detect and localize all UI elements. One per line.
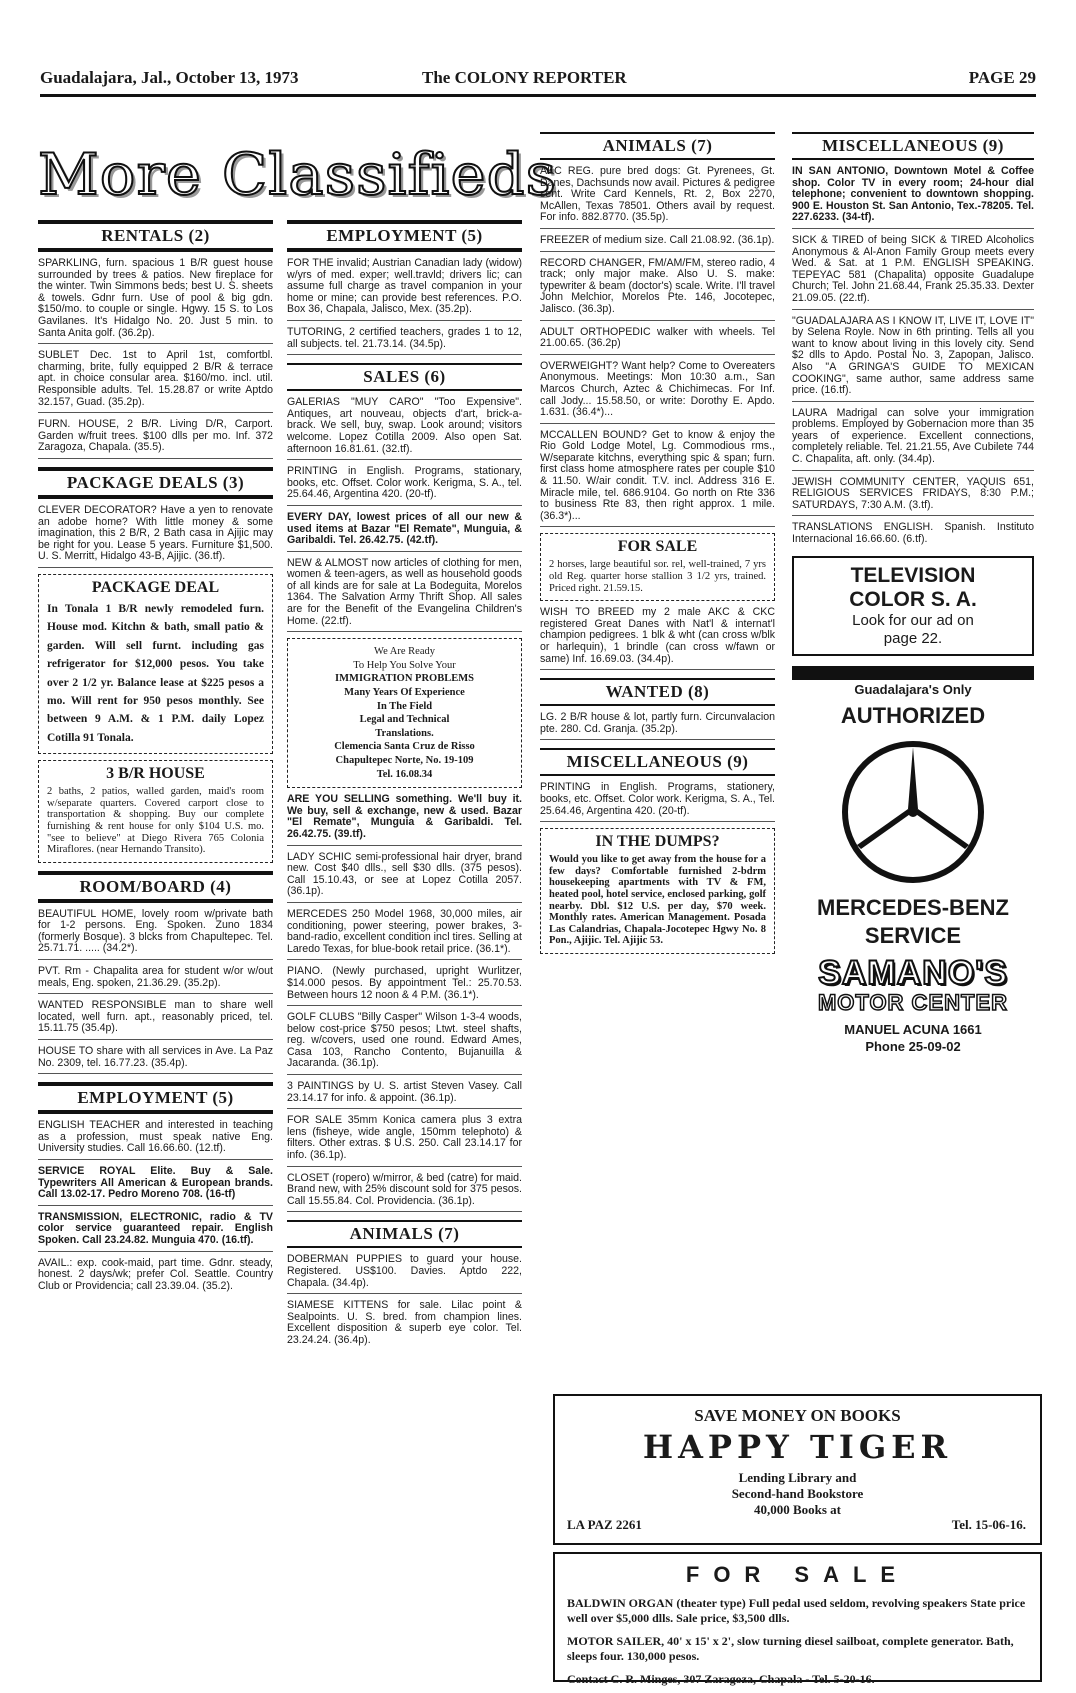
classified-ad: ENGLISH TEACHER and interested in teaching as a profession, must speak native Eng. University studies. Call 16.66.60. (12.tf). — [38, 1120, 273, 1160]
benz-tagline: Guadalajara's Only — [854, 681, 972, 697]
box-text: 2 baths, 2 patios, walled garden, maid's room w/separate quarters. Covered carport close to transportation & shopping. Buy our complete furnishing & rent house for only $104 U.S. mo. "see to believe" at Diego Rivera 765 Colonia Miraflores. (near Hernando Transito). — [47, 786, 264, 856]
benz-name: MERCEDES-BENZ — [817, 894, 1009, 920]
classified-ad: SPARKLING, furn. spacious 1 B/R guest house surrounded by trees & patios. New fireplace for the winter. Twin Simmons beds; best U. S. sheets & towels. Gdnr furn. Use of pool & big gdn. $150/mo. to couple or single. Hgwy. 15 S. to Los Gavilanes. It's Hidalgo No. 20. Just 5 min. to Santa Anita golf. (36.2p). — [38, 258, 273, 344]
box-line: Many Years Of Experience — [344, 687, 465, 699]
section-miscellaneous: MISCELLANEOUS (9) — [540, 748, 775, 776]
mercedes-star-icon — [838, 737, 988, 887]
classified-ad: PVT. Rm - Chapalita area for student w/or w/out meals, Eng. spoken, 21.36.29. (35.2p). — [38, 966, 273, 994]
classified-ad: SUBLET Dec. 1st to April 1st, comfortbl. charming, brite, fully equipped 2 B/R & terrace apt. in choice consular area. $160/mo. incl. util. Responsible adults. Tel. 15.28.87 or write Aptdo 32.157, Guad. (35.2p). — [38, 350, 273, 413]
dateline: Guadalajara, Jal., October 13, 1973 — [40, 68, 299, 87]
box-line: We Are Ready — [374, 646, 435, 658]
forsale-title: FOR SALE — [685, 1562, 910, 1587]
house-box — [38, 760, 273, 863]
box-line: In The Field — [376, 700, 433, 712]
immigration-box — [287, 638, 522, 788]
motor-center-logo: MOTOR CENTER — [817, 989, 1009, 1015]
box-text: Would you like to get away from the house for a few days? Comfortable furnished 2-bdrm housekeeping apartments with TV & FM, heated pool, hotel service, enclosed parking, golf nearby. Dbl. $12 U.S. per day, $70 week. Monthly rates. American Management. Posada Las Calandrias, Chapala-Jocotepec Hgwy No. 8 Pon., Ajijic. Tel. Ajijic 53. — [549, 854, 766, 947]
box-title: PACKAGE DEAL — [91, 578, 220, 596]
classified-ad: FOR SALE 35mm Konica camera plus 3 extra lens (fisheye, wide angle, 150mm telephoto) & filters. Other extras. $ U.S. 250. Call 23.14.17 for info. (36.1p). — [287, 1115, 522, 1166]
column-2 — [287, 212, 522, 1355]
classified-ad: PIANO. (Newly purchased, upright Wurlitzer, $14.000 pesos. By appointment Tel.: 25.70.53. Between hours 12 noon & 4 P.M. (36.1*). — [287, 966, 522, 1006]
box-line: To Help You Solve Your — [353, 659, 456, 671]
classified-ad: CLEVER DECORATOR? Have a yen to renovate an adobe home? With little money & some imagination, this 2 B/R, 2 Bath casa in Ajijic may be right for you. Lease 5 years. Furniture $1,500. U. S. Merritt, Hidalgo 43-B, Ajijic. (36.tf). — [38, 505, 273, 568]
classified-ad: FURN. HOUSE, 2 B/R. Living D/R, Carport. Garden w/fruit trees. $100 dlls per mo. Inf. 372 Zaragoza, Chapala. (35.5). — [38, 419, 273, 459]
tiger-title: HAPPY TIGER — [642, 1428, 953, 1466]
tiger-line4: Second-hand Bookstore — [731, 1486, 864, 1501]
classified-ad: TUTORING, 2 certified teachers, grades 1 to 12, all subjects. tel. 21.73.14. (34.5p). — [287, 327, 522, 355]
column-4 — [792, 124, 1034, 1054]
classified-ad: FREEZER of medium size. Call 21.08.92. (36.1p). — [540, 235, 775, 252]
mercedes-ad — [792, 682, 1034, 1054]
classified-ad: HOUSE TO share with all services in Ave. La Paz No. 2309, tel. 16.77.23. (35.4p). — [38, 1046, 273, 1074]
classified-ad: SERVICE ROYAL Elite. Buy & Sale. Typewriters All American & European brands. Call 13.02-17. Pedro Moreno 708. (16-tf) — [38, 1166, 273, 1206]
newspaper-name: The COLONY REPORTER — [422, 68, 627, 87]
box-line: IMMIGRATION PROBLEMS — [335, 673, 474, 685]
classified-ad: AKC REG. pure bred dogs: Gt. Pyrenees, Gt. Danes, Dachsunds now avail. Pictures & pedigree sent. Write Card Kennels, Rt. 2, Box 2270, McAllen, Texas 78501. Others avail by request. For info. 882.8770. (35.5p). — [540, 166, 775, 229]
classified-ad: EVERY DAY, lowest prices of all our new & used items at Bazar "El Remate", Munguia, & Garibaldi. Tel. 26.42.75. (42.tf). — [287, 512, 522, 552]
tiger-phone: Tel. 15-06-16. — [951, 1517, 1026, 1532]
section-sales: SALES (6) — [287, 363, 522, 391]
classified-ad: IN SAN ANTONIO, Downtown Motel & Coffee shop. Color TV in every room; 24-hour dial telephone; convenient to downtown shopping. 900 E. Houston St. San Antonio, Tex.-78205. Tel. 227.6233. (34-tf). — [792, 166, 1034, 229]
tiger-address: LA PAZ 2261 — [567, 1517, 642, 1532]
phone: Phone 25-09-02 — [865, 1038, 961, 1054]
section-room-board: ROOM/BOARD (4) — [38, 871, 273, 903]
classified-ad: GALERIAS "MUY CARO" "Too Expensive". Antiques, art nouveau, objects d'art, brick-a-brack. We sell, buy, swap. Look around; visitors welcome. Lopez Cotilla 2009. Also open Sat. afternoon 16.81.61. (32.tf). — [287, 397, 522, 460]
classified-ad: ADULT ORTHOPEDIC walker with wheels. Tel 21.00.65. (36.2p) — [540, 327, 775, 355]
classified-ad: TRANSLATIONS ENGLISH. Spanish. Instituto Internacional 16.66.60. (6.tf). — [792, 521, 1034, 546]
box-line: Clemencia Santa Cruz de Risso — [334, 741, 475, 753]
tv-subtitle: COLOR S. A. — [849, 587, 977, 611]
classified-ad: FOR THE invalid; Austrian Canadian lady (widow) w/yrs of med. exper; well.travld; drivers lic; can assume full charge as travel companion in your home or mine; can provide best references. P.O. Box 36, Chapala, Jalisco, Mex. (35.2p). — [287, 258, 522, 321]
divider-bar — [792, 666, 1034, 680]
column-3 — [540, 124, 775, 960]
box-line: Chapultepec Norte, No. 19-109 — [335, 755, 474, 766]
box-line: Legal and Technical — [359, 714, 450, 726]
section-animals: ANIMALS (7) — [540, 132, 775, 160]
classified-ad: LG. 2 B/R house & lot, partly furn. Circunvalacion pte. 280. Cd. Granja. (35.2p). — [540, 712, 775, 740]
classified-ad: OVERWEIGHT? Want help? Come to Overeaters Anonymous. Meetings: Mon 10:30 a.m., San Marcos Church, Aztec & Chichimecas. For Inf. call Jody... 15.58.50, or write: Dorothy E. Apdo. 1.631. (36.4*)... — [540, 361, 775, 424]
forsale-contact: Contact C. R. Minges, 307 Zaragoza, Chapala - Tel. 5-20-16. — [567, 1672, 875, 1686]
section-animals: ANIMALS (7) — [287, 1220, 522, 1248]
section-miscellaneous: MISCELLANEOUS (9) — [792, 132, 1034, 160]
forsale-boat: MOTOR SAILER, 40' x 15' x 2', slow turning diesel sailboat, complete generator. Bath, sleeps four. 130,000 pesos. — [567, 1634, 1014, 1663]
classified-ad: MERCEDES 250 Model 1968, 30,000 miles, air conditioning, power steering, power brakes, 3-band-radio, excellent condition incl tires. Selling at Laredo Texas, for blue-book retail price. (36.1*). — [287, 909, 522, 960]
for-sale-ad — [553, 1552, 1042, 1686]
forsale-organ: BALDWIN ORGAN (theater type) Full pedal used seldom, revolving speakers State price well over $5,000 dlls. Sale price, $3,500 dlls. — [567, 1596, 1026, 1625]
classified-ad: CLOSET (ropero) w/mirror, & bed (catre) for maid. Brand new, with 25% discount sold for 375 pesos. Call 15.55.84. Col. Providencia. (36.1p). — [287, 1173, 522, 1213]
box-text: 2 horses, large beautiful sor. rel, well-trained, 7 yrs old Reg. quarter horse stallion 3 1/2 yrs, trained. Priced right. 21.59.15. — [549, 559, 766, 594]
classified-ad: 3 PAINTINGS by U. S. artist Steven Vasey. Call 23.14.17 for info. & appoint. (36.1p). — [287, 1081, 522, 1109]
classified-ad: ARE YOU SELLING something. We'll buy it. We buy, sell & exchange, new & used. Bazar "El Remate", Munguia & Garibaldi. Tel. 26.42.75. (39.tf). — [287, 794, 522, 845]
section-package-deals: PACKAGE DEALS (3) — [38, 467, 273, 499]
tiger-line5: 40,000 Books at — [753, 1502, 842, 1517]
classified-ad: PRINTING in English. Programs, stationary, books, etc. Offset. Color work. Kerigma, S. A., tel. 25.64.46, Argentina 420. (20-tf). — [287, 466, 522, 506]
classified-ad: "GUADALAJARA AS I KNOW IT, LIVE IT, LOVE IT" by Selena Royle. Now in 6th printing. Tells all you want to know about living in this lovely city. Send $2 dlls to Apdo. Postal No. 3, Zapopan, Jalisco. Also "A GRINGA'S GUIDE TO MEXICAN COOKING", same author, same address same price. (16.tf). — [792, 316, 1034, 402]
classified-ad: RECORD CHANGER, FM/AM/FM, stereo radio, 4 track; only major make. Also U. S. make: typewriter & beam (doctor's) scale. Write. I'll travel John Melchior, Morelos Pte. 146, Jocotepec, Jalisco. (36.3p). — [540, 258, 775, 321]
classified-ad: GOLF CLUBS "Billy Casper" Wilson 1-3-4 woods, below cost-price $750 pesos; Ltwt. steel shafts, reg. w/covers, used one round. Edward Ames, Casa 103, Rancho Contento, Bujanuilla & Jacaranda. (36.1p). — [287, 1012, 522, 1075]
classified-ad: PRINTING in English. Programs, stationery, books, etc. Offset. Color work. Kerigma, S. A., Tel. 25.64.46, Argentina 420. (20-tf). — [540, 782, 775, 822]
section-rentals: RENTALS (2) — [38, 220, 273, 252]
address: MANUEL ACUNA 1661 — [844, 1021, 982, 1037]
column-1 — [38, 212, 273, 1300]
classified-ad: JEWISH COMMUNITY CENTER, YAQUIS 651, RELIGIOUS SERVICES FRIDAYS, 8:30 P.M.; SATURDAYS, 7:30 A.M. (3.tf). — [792, 477, 1034, 517]
masthead-title: More Classifieds — [38, 142, 558, 208]
section-wanted: WANTED (8) — [540, 678, 775, 706]
classified-ad: MCCALLEN BOUND? Get to know & enjoy the Rio Gold Lodge Motel, Lg. Commodious rms., W/separate kitchns, everything spic & span; furn. first class home atmosphere rates per couple $10 & 11.50. W/air condit. T.V. incl. Address 316 E. Miracle mile, tel. 686.9104. Go north on Rte 336 to business Rte 83, then right approx. 1 mile. (36.3*)... — [540, 430, 775, 528]
classified-ad: TRANSMISSION, ELECTRONIC, radio & TV color service guaranteed repair. English Spoken. Call 23.24.82. Munguia 470. (16.tf). — [38, 1212, 273, 1252]
masthead — [38, 128, 558, 208]
classified-ad: LAURA Madrigal can solve your immigration problems. Employed by Gobernacion more than 35 years of experience. Excellent connections, completely reliable. Tel. 21.21.55, Ave Cubilete 744 C. Chapalita, aft. only. (34.4p). — [792, 408, 1034, 471]
television-ad — [792, 556, 1034, 656]
samanos-logo: SAMANO'S — [818, 953, 1008, 992]
page-number: PAGE 29 — [968, 68, 1036, 87]
package-deal-box — [38, 574, 273, 754]
box-title: IN THE DUMPS? — [595, 833, 720, 851]
tv-text: page 22. — [883, 629, 943, 647]
box-title: FOR SALE — [617, 538, 698, 556]
classified-ad: SICK & TIRED of being SICK & TIRED Alcoholics Anonymous & Al-Anon Family Group meets every Wed. & Sat. at 1 P.M. ENGLISH SPEAKING. TEPEYAC 581 (Chapalita) opposite Guadalupe Church; Tel. John 21.68.44, Frank 25.35.33. Dexter 21.09.05. (22.tf). — [792, 235, 1034, 310]
classified-ad: BEAUTIFUL HOME, lovely room w/private bath for 1-2 persons. Eng. Spoken. Zuno 1834 (formerly Bosque). 3 blcks from Chapultepec. Tel. 25.71.71. ..... (34.2*). — [38, 909, 273, 960]
box-line: Translations. — [375, 727, 434, 739]
box-title: 3 B/R HOUSE — [106, 765, 205, 783]
classified-ad: SIAMESE KITTENS for sale. Lilac point & Sealpoints. U. S. bred. from champion lines. Excellent disposition & superb eye color. Tel. 23.24.24. (36.4p). — [287, 1299, 522, 1346]
classified-ad: WANTED RESPONSIBLE man to share well located, well furn. apt., reasonably priced, tel. 15.11.75 (35.4p). — [38, 1000, 273, 1040]
classified-ad: WISH TO BREED my 2 male AKC & CKC registered Great Danes with Nat'l & internat'l champion pedigrees. 1 blk & wht (can cross w/blk or harlequin), 1 brindle (can cross w/fawn or same) Inf. 16.69.03. (34.4p). — [540, 607, 775, 670]
benz-service: SERVICE — [864, 922, 962, 948]
benz-authorized: AUTHORIZED — [840, 702, 986, 728]
section-employment: EMPLOYMENT (5) — [38, 1082, 273, 1114]
tiger-line1: SAVE MONEY ON BOOKS — [694, 1406, 901, 1425]
classified-ad: LADY SCHIC semi-professional hair dryer, brand new. Cost $40 dlls., sell $30 dlls. (375 pesos). Call 15.10.43, or see at Lopez Cotilla 2057. (36.1p). — [287, 852, 522, 903]
tv-text: Look for our ad on — [852, 611, 974, 629]
classified-ad: AVAIL.: exp. cook-maid, part time. Gdnr. steady, honest. 2 days/wk; prefer Col. Seattle. Country Club or Providencia; call 23.39.04. (35.2). — [38, 1256, 273, 1292]
page-header — [40, 68, 1036, 97]
section-employment: EMPLOYMENT (5) — [287, 220, 522, 252]
happy-tiger-ad — [553, 1394, 1042, 1545]
tv-title: TELEVISION — [850, 563, 976, 587]
box-line: Tel. 16.08.34 — [376, 768, 433, 780]
tiger-line3: Lending Library and — [738, 1470, 857, 1485]
classified-ad: NEW & ALMOST now articles of clothing for men, women & teen-agers, as well as household goods of all kinds are for sale at La Bodeguita, Morelos 1364. The Salvation Army Thrift Shop. All sales are for the Benefit of the Evangelina Children's Home. (22.tf). — [287, 558, 522, 633]
forsale-horses-box — [540, 533, 775, 601]
in-the-dumps-box — [540, 828, 775, 954]
box-text: In Tonala 1 B/R newly remodeled furn. House mod. Kitchn & bath, small patio & garden. Will sell furnt. including gas refrigerator for $12,000 pesos. You take over 2 1/2 yr. Balance lease at $225 pesos a mo. Will rent for 950 pesos monthly. See between 9 A.M. & 1 P.M. daily Lopez Cotilla 91 Tonala. — [47, 602, 264, 744]
classified-ad: DOBERMAN PUPPIES to guard your house. Registered. US$100. Davies. Aptdo 222, Chapala. (34.4p). — [287, 1254, 522, 1294]
